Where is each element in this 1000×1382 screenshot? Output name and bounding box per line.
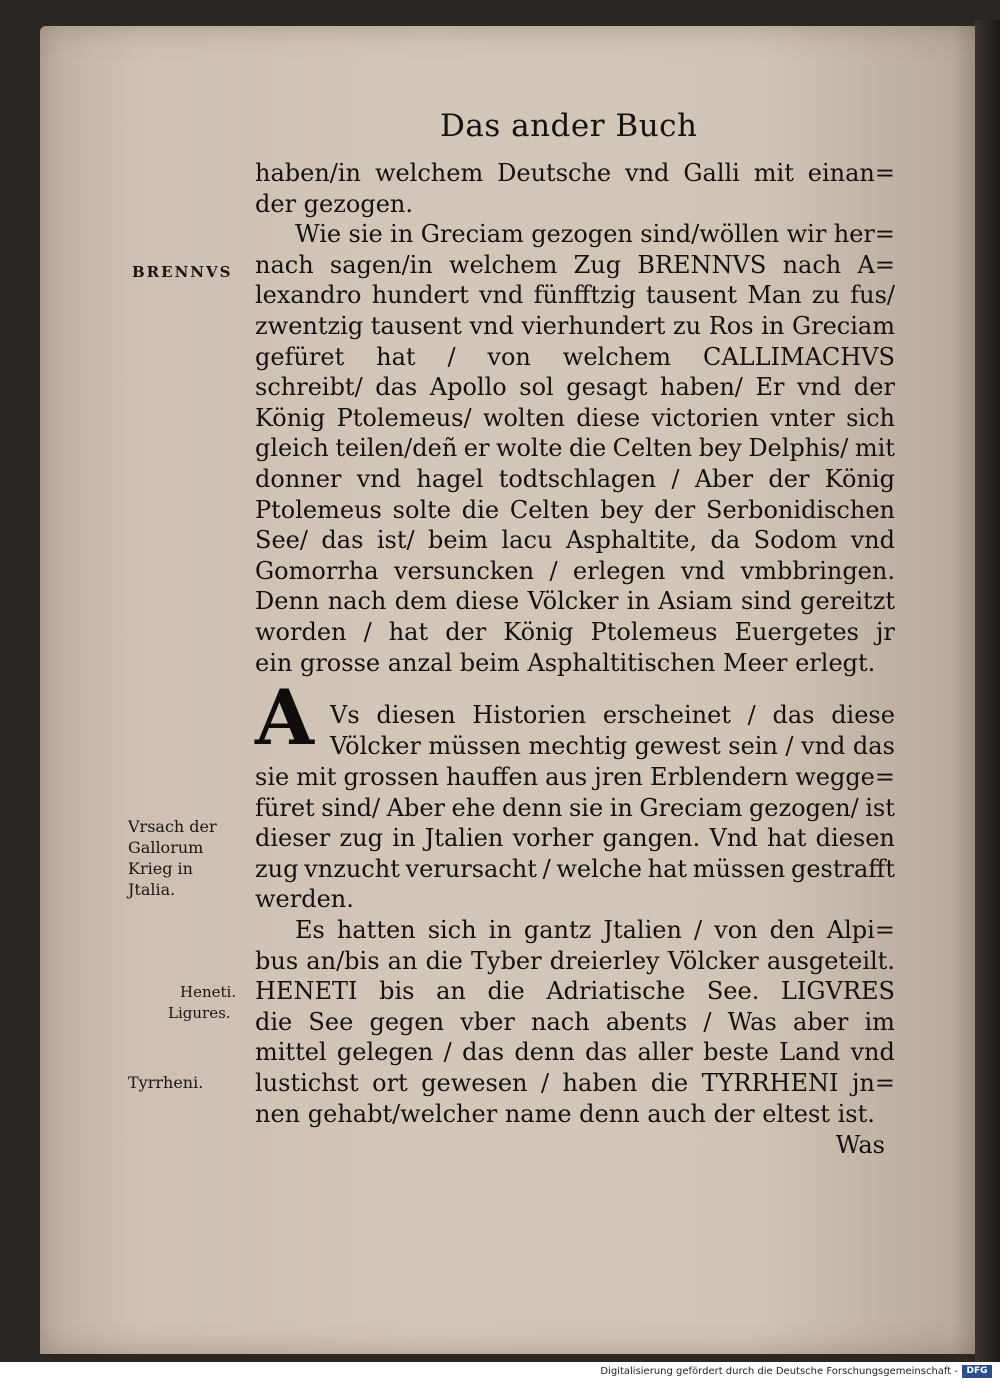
word: sind/wöllen — [640, 220, 780, 249]
word: König — [255, 403, 326, 432]
word: diese — [455, 587, 520, 616]
word: lustichst — [255, 1068, 359, 1097]
word: vnd — [469, 311, 514, 340]
word: CALLIMACHVS — [702, 342, 895, 371]
word: Zug — [573, 250, 622, 279]
word: sein — [728, 731, 778, 760]
word: aber — [792, 1007, 849, 1036]
word: abents — [605, 1007, 688, 1036]
word: König — [503, 617, 574, 646]
word: Es — [295, 915, 325, 944]
word: / — [747, 701, 756, 729]
word: Vs — [330, 701, 360, 729]
word: die — [425, 946, 463, 975]
word: in — [392, 824, 416, 853]
word: hat — [376, 342, 416, 371]
footer-bar — [0, 1362, 1000, 1382]
word: vnd — [796, 373, 842, 402]
text-line — [255, 495, 895, 526]
word: Er — [755, 373, 785, 402]
word: gelegen — [336, 1038, 434, 1067]
word: Alpi= — [826, 915, 895, 944]
word: LIGVRES — [780, 977, 895, 1006]
text-line — [255, 586, 895, 617]
word: vorher — [512, 824, 594, 853]
word: name — [504, 1099, 580, 1128]
word: sagen/in — [329, 250, 433, 279]
word: lexandro — [255, 281, 362, 310]
word: an — [436, 977, 466, 1006]
word: sie — [255, 763, 290, 791]
word: denn — [501, 793, 563, 822]
word: Aber — [694, 464, 754, 493]
word: / — [785, 731, 794, 760]
word: diese — [576, 403, 641, 432]
word: das — [772, 701, 815, 729]
word: gegen — [369, 1007, 445, 1036]
text-line — [330, 700, 895, 731]
word: grossen — [343, 763, 440, 791]
word: welchem — [449, 250, 558, 279]
word: nach — [782, 250, 842, 279]
word: beste — [703, 1038, 769, 1067]
word: nach — [531, 1007, 590, 1036]
word: / — [447, 342, 456, 371]
word: gewesen — [421, 1068, 528, 1097]
word: Delphis/ — [748, 434, 849, 463]
word: das — [462, 1038, 505, 1067]
word: mit — [296, 763, 337, 791]
word: Historien — [472, 701, 587, 729]
word: Sodom — [753, 526, 838, 555]
word: vber — [460, 1007, 515, 1036]
word: hat — [647, 854, 688, 883]
word: mit — [854, 434, 895, 463]
word: donner — [255, 464, 342, 493]
word: in — [390, 220, 414, 249]
word: BRENNVS — [637, 250, 767, 279]
margin-note-heneti — [168, 982, 237, 1024]
word: hundert — [371, 281, 469, 310]
word: vnd — [801, 731, 846, 760]
dfg-logo: DFG — [962, 1365, 992, 1378]
margin-brennus: BRENNVS — [132, 263, 233, 281]
word: hauffen — [446, 763, 539, 791]
word: wolte — [495, 434, 563, 463]
word: Völcker — [330, 731, 421, 760]
word: haben/ — [660, 373, 743, 402]
word: der — [654, 495, 696, 524]
word: vmbbringen. — [740, 556, 895, 585]
word: hatten — [336, 915, 416, 944]
word: das — [321, 526, 364, 555]
word: diesen — [815, 824, 895, 853]
text-block-initial — [330, 700, 895, 761]
word: teilen/deñ — [335, 434, 458, 463]
word: Land — [779, 1038, 841, 1067]
word: jr — [875, 617, 895, 646]
word: TYRRHENI — [701, 1068, 839, 1097]
text-line — [255, 464, 895, 495]
word: diese — [831, 701, 895, 729]
word: das — [585, 1038, 628, 1067]
word: eltest — [762, 1099, 838, 1128]
word: von — [714, 915, 758, 944]
text-line — [255, 280, 895, 311]
word: vierhundert — [521, 311, 666, 340]
word: gesagt — [566, 373, 648, 402]
word: von — [487, 342, 531, 371]
word: todtschlagen — [498, 464, 657, 493]
word: Wie — [295, 220, 342, 249]
word: gezogen — [531, 220, 633, 249]
word: anzal — [387, 648, 460, 677]
word: Asphaltitischen — [527, 648, 723, 677]
word: gewest — [634, 731, 721, 760]
word: Ptolemeus/ — [336, 403, 472, 432]
word: Völcker — [667, 946, 759, 975]
text-line — [255, 250, 895, 281]
word: Jtalien — [424, 824, 504, 853]
word: fus/ — [850, 281, 895, 310]
word: vnd — [356, 464, 402, 493]
text-line — [255, 189, 895, 220]
word: sie — [568, 793, 604, 822]
margin-ligures: Ligures. — [168, 1004, 231, 1022]
word: welche — [556, 854, 642, 883]
word: dem — [394, 587, 448, 616]
word: Apollo — [429, 373, 507, 402]
word: gleich — [255, 434, 329, 463]
word: sol — [519, 373, 554, 402]
margin-vrsach-line-2: Gallorum — [128, 838, 204, 857]
text-line — [255, 1007, 895, 1038]
word: denn — [579, 1099, 648, 1128]
word: der — [768, 464, 810, 493]
word: haben/in — [255, 159, 362, 187]
word: Asphaltite, — [565, 526, 698, 555]
word: Erblendern — [649, 763, 789, 791]
text-line — [255, 525, 895, 556]
word: bis — [379, 977, 415, 1006]
word: lacu — [501, 526, 553, 555]
margin-note-tyrrheni — [128, 1072, 203, 1093]
word: beim — [459, 648, 528, 677]
word: hat — [766, 824, 807, 853]
word: hat — [388, 617, 429, 646]
word: Asiam — [658, 587, 733, 616]
word: gantz — [523, 915, 592, 944]
text-line — [255, 854, 895, 885]
word: vnzucht — [304, 854, 400, 883]
word: König — [824, 464, 895, 493]
text-line — [255, 403, 895, 434]
word: nach — [255, 250, 314, 279]
word: in — [761, 311, 785, 340]
word: der — [853, 373, 895, 402]
word: diesen — [376, 701, 456, 729]
word: aus — [545, 763, 588, 791]
word: welchem — [374, 159, 484, 187]
text-line — [255, 433, 895, 464]
word: fünfftzig — [533, 281, 636, 310]
word: Aber — [386, 793, 446, 822]
word: der — [255, 189, 304, 218]
word: / — [540, 1068, 550, 1097]
word: die — [650, 1068, 689, 1097]
word: ist/ — [376, 526, 415, 555]
word: / — [443, 1038, 452, 1067]
text-line — [255, 884, 895, 915]
word: zug — [339, 824, 383, 853]
word: die — [487, 977, 525, 1006]
word: schreibt/ — [255, 373, 363, 402]
margin-vrsach-line-4: Jtalia. — [128, 880, 176, 899]
word: bus — [255, 946, 299, 975]
word: Was — [727, 1007, 777, 1036]
word: wolten — [482, 403, 565, 432]
word: auch — [647, 1099, 714, 1128]
word: / — [693, 915, 703, 944]
word: dieser — [255, 824, 331, 853]
margin-note-brennus — [132, 262, 232, 283]
word: an/bis — [306, 946, 380, 975]
word: Ptolemeus — [255, 495, 382, 524]
word: sie — [348, 220, 383, 249]
word: Man — [747, 281, 802, 310]
text-line — [255, 219, 895, 250]
word: nach — [327, 587, 387, 616]
word: Greciam — [791, 311, 895, 340]
word: vnter — [770, 403, 835, 432]
text-block-top — [255, 158, 895, 678]
word: Vnd — [709, 824, 758, 853]
word: gangen. — [602, 824, 701, 853]
text-line — [255, 311, 895, 342]
word: Deutsche — [497, 159, 612, 187]
word: im — [864, 1007, 895, 1036]
margin-tyrrheni: Tyrrheni. — [128, 1073, 204, 1092]
word: das — [375, 373, 418, 402]
word: Ros — [708, 311, 754, 340]
word: an — [387, 946, 418, 975]
word: / — [363, 617, 372, 646]
word: vnd — [680, 556, 726, 585]
word: Ptolemeus — [590, 617, 718, 646]
word: einan= — [807, 159, 895, 187]
word: die — [461, 495, 500, 524]
word: / — [671, 464, 680, 493]
word: müssen — [428, 731, 521, 760]
word: gezogen/ — [748, 793, 859, 822]
word: denn — [514, 1038, 575, 1067]
word: ort — [372, 1068, 408, 1097]
word: / — [549, 556, 558, 585]
text-line — [255, 976, 895, 1007]
word: solte — [392, 495, 451, 524]
word: A= — [857, 250, 895, 279]
word: jn= — [851, 1068, 895, 1097]
word: aller — [637, 1038, 693, 1067]
word: victorien — [651, 403, 760, 432]
margin-heneti: Heneti. — [180, 983, 237, 1001]
word: sind/ — [321, 793, 381, 822]
word: werden. — [255, 885, 354, 914]
word: sich — [427, 915, 477, 944]
word: gefüret — [255, 342, 345, 371]
word: vnd — [625, 159, 670, 187]
text-line — [255, 648, 895, 679]
word: her= — [833, 220, 895, 249]
word: in — [609, 793, 633, 822]
word: erlegt. — [795, 648, 876, 677]
word: worden — [255, 617, 347, 646]
word: ausgeteilt. — [766, 946, 895, 975]
word: haben — [562, 1068, 638, 1097]
text-line — [255, 342, 895, 373]
word: bey — [698, 434, 742, 463]
word: vnd — [850, 1038, 895, 1067]
word: müssen — [692, 854, 786, 883]
word: erscheinet — [602, 701, 731, 729]
word: ehe — [451, 793, 496, 822]
margin-vrsach-line-3: Krieg in — [128, 859, 193, 878]
word: den — [769, 915, 815, 944]
decorated-initial — [255, 673, 325, 762]
word: See. — [706, 977, 760, 1006]
text-line — [255, 372, 895, 403]
word: ist — [865, 793, 895, 822]
word: mit — [753, 159, 794, 187]
word: Euergetes — [734, 617, 859, 646]
word: Adriatische — [546, 977, 686, 1006]
text-line — [255, 793, 895, 824]
funding-notice: Digitalisierung gefördert durch die Deutsche Forschungsgemeinschaft - — [600, 1366, 958, 1377]
text-line — [330, 731, 895, 762]
word: in — [626, 587, 650, 616]
word: / — [542, 854, 551, 883]
word: in — [488, 915, 512, 944]
word: Völcker — [527, 587, 619, 616]
word: nen — [255, 1099, 308, 1128]
text-line — [255, 1068, 895, 1099]
initial-letter: A — [255, 673, 314, 762]
word: Serbonidischen — [706, 495, 895, 524]
word: dreierley — [549, 946, 660, 975]
word: grosse — [299, 648, 388, 677]
word: Galli — [683, 159, 740, 187]
word: HENETI — [255, 977, 358, 1006]
word: See/ — [255, 526, 308, 555]
word: er — [463, 434, 490, 463]
text-line — [255, 915, 895, 946]
text-line — [255, 762, 895, 793]
word: das — [852, 731, 895, 760]
word: Celten — [612, 434, 693, 463]
word: Jtalien — [603, 915, 682, 944]
word: versuncken — [393, 556, 535, 585]
text-line — [255, 556, 895, 587]
word: zug — [255, 854, 299, 883]
word: vnd — [850, 526, 895, 555]
word: sind — [740, 587, 792, 616]
word: wir — [786, 220, 827, 249]
word: Greciam — [639, 793, 743, 822]
catchword: Was — [835, 1131, 885, 1159]
word: die — [568, 434, 607, 463]
word: ein — [255, 648, 300, 677]
word: mittel — [255, 1038, 327, 1067]
text-line — [255, 617, 895, 648]
word: wegge= — [795, 763, 895, 791]
catchword-line — [255, 1130, 895, 1161]
word: hagel — [416, 464, 484, 493]
word: Celten — [509, 495, 590, 524]
word: Tyber — [471, 946, 542, 975]
word: erlegen — [572, 556, 666, 585]
text-line — [255, 1099, 895, 1130]
word: tausent — [370, 311, 462, 340]
word: gestrafft — [790, 854, 895, 883]
word: beim — [428, 526, 489, 555]
margin-vrsach-line-1: Vrsach der — [128, 817, 217, 836]
margin-note-vrsach — [128, 816, 217, 900]
text-block-bottom — [255, 762, 895, 1129]
word: gezogen. — [303, 189, 413, 218]
word: Gomorrha — [255, 556, 379, 585]
running-head: Das ander Buch — [440, 108, 698, 144]
word: zu — [673, 311, 702, 340]
word: verursacht — [405, 854, 537, 883]
text-line — [255, 946, 895, 977]
word: tausent — [646, 281, 738, 310]
word: mechtig — [528, 731, 627, 760]
word: Greciam — [420, 220, 524, 249]
word: der — [713, 1099, 763, 1128]
text-line — [255, 823, 895, 854]
word: die — [255, 1007, 293, 1036]
word: bey — [600, 495, 644, 524]
word: gehabt/welcher — [307, 1099, 505, 1128]
word: ist. — [837, 1099, 875, 1128]
word: welchem — [562, 342, 672, 371]
word: gereitzt — [800, 587, 895, 616]
text-line — [255, 1037, 895, 1068]
word: füret — [255, 793, 315, 822]
word: Meer — [723, 648, 796, 677]
word: / — [703, 1007, 712, 1036]
word: zu — [811, 281, 840, 310]
word: sich — [846, 403, 895, 432]
text-line — [255, 158, 895, 189]
word: zwentzig — [255, 311, 364, 340]
word: da — [710, 526, 741, 555]
word: jren — [594, 763, 643, 791]
word: vnd — [479, 281, 524, 310]
word: Denn — [255, 587, 320, 616]
page-edge — [975, 20, 1000, 1362]
word: See — [308, 1007, 354, 1036]
word: der — [445, 617, 487, 646]
